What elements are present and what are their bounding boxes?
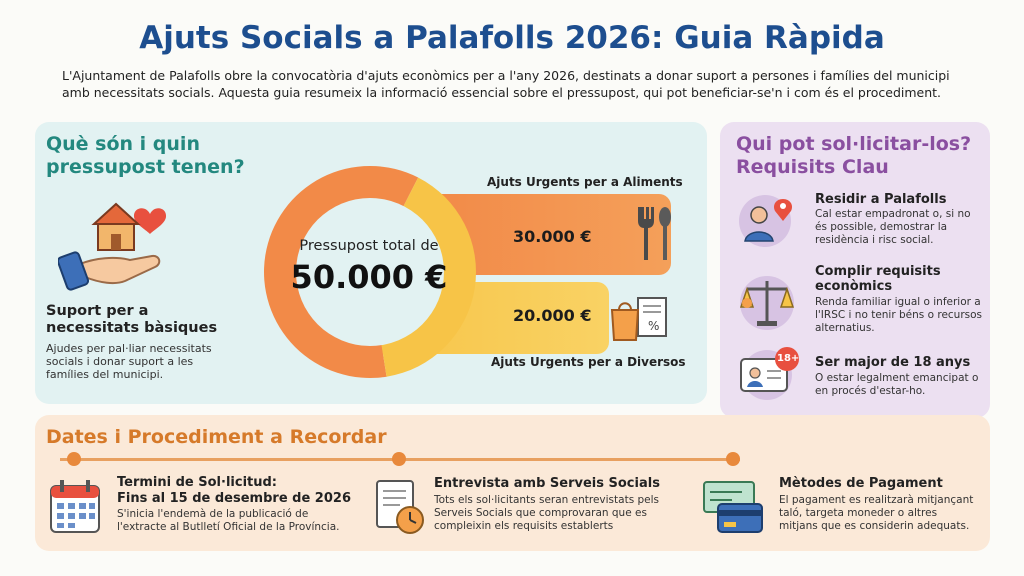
procedure-heading: Dates i Procediment a Recordar: [46, 426, 387, 448]
svg-text:%: %: [648, 319, 660, 333]
misc-aid-amount: 20.000 €: [513, 306, 592, 325]
misc-aid-label: Ajuts Urgents per a Diversos: [491, 355, 686, 369]
timeline-dot: [67, 452, 81, 466]
step-interview-title: Entrevista amb Serveis Socials: [434, 476, 660, 491]
step-deadline-title: Termini de Sol·licitud:: [117, 475, 277, 490]
page-title: Ajuts Socials a Palafolls 2026: Guia Ràpida: [139, 20, 885, 56]
shopping-bag-receipt-icon: [610, 294, 670, 342]
food-aid-label: Ajuts Urgents per a Aliments: [487, 175, 683, 189]
age-badge-text: 18+: [777, 353, 800, 364]
req-residence-title: Residir a Palafolls: [815, 192, 947, 207]
basic-needs-desc: Ajudes per pal·liar necessitats socials i donar suport a les famílies del municipi.: [46, 342, 212, 381]
intro-text: L'Ajuntament de Palafolls obre la convocatòria d'ajuts econòmics per a l'any 2026, destinats a donar suport a persones i famílies del municipi amb necessitats socials. Aquesta guia resumeix la informació essencial sobre el pressupost, qui pot beneficiar-se'n i com és el procediment.: [62, 68, 950, 100]
requirements-heading: Qui pot sol·licitar-los? Requisits Clau: [736, 133, 972, 178]
budget-heading: Què són i quin pressupost tenen?: [46, 133, 245, 178]
person-house-icon: [737, 193, 799, 249]
step-payment-desc: El pagament es realitzarà mitjançant taló, targeta moneder o altres mitjans que es considerin adequats.: [779, 494, 974, 532]
step-interview-desc: Tots els sol·licitants seran entrevistats pels Serveis Socials que comprovaran que es compleixin els requisits establerts: [434, 494, 660, 532]
timeline-dot: [726, 452, 740, 466]
req-age-title: Ser major de 18 anys: [815, 355, 971, 370]
balance-scale-icon: [737, 273, 799, 331]
req-age-desc: O estar legalment emancipat o en procés d'estar-ho.: [815, 372, 979, 397]
req-residence-desc: Cal estar empadronat o, si no és possible, demostrar la residència i risc social.: [815, 208, 971, 246]
basic-needs-title: Suport per a necessitats bàsiques: [46, 303, 218, 336]
req-economic-desc: Renda familiar igual o inferior a l'IRSC i no tenir béns o recursos alternatius.: [815, 296, 983, 334]
step-payment-title: Mètodes de Pagament: [779, 476, 943, 491]
document-clock-icon: [372, 478, 428, 536]
step-deadline-subtitle: Fins al 15 de desembre de 2026: [117, 491, 351, 506]
fork-spoon-icon: [632, 205, 674, 263]
req-economic-title: Complir requisits econòmics: [815, 264, 941, 294]
payment-card-icon: [702, 478, 766, 536]
total-budget-label: Pressupost total de: [299, 238, 439, 254]
food-aid-amount: 30.000 €: [513, 227, 592, 246]
timeline-dot: [392, 452, 406, 466]
step-deadline-desc: S'inicia l'endemà de la publicació de l'extracte al Butlletí Oficial de la Província.: [117, 508, 340, 533]
hand-house-heart-icon: [58, 192, 183, 297]
calendar-icon: [48, 478, 104, 536]
total-budget-value: 50.000 €: [290, 258, 448, 296]
